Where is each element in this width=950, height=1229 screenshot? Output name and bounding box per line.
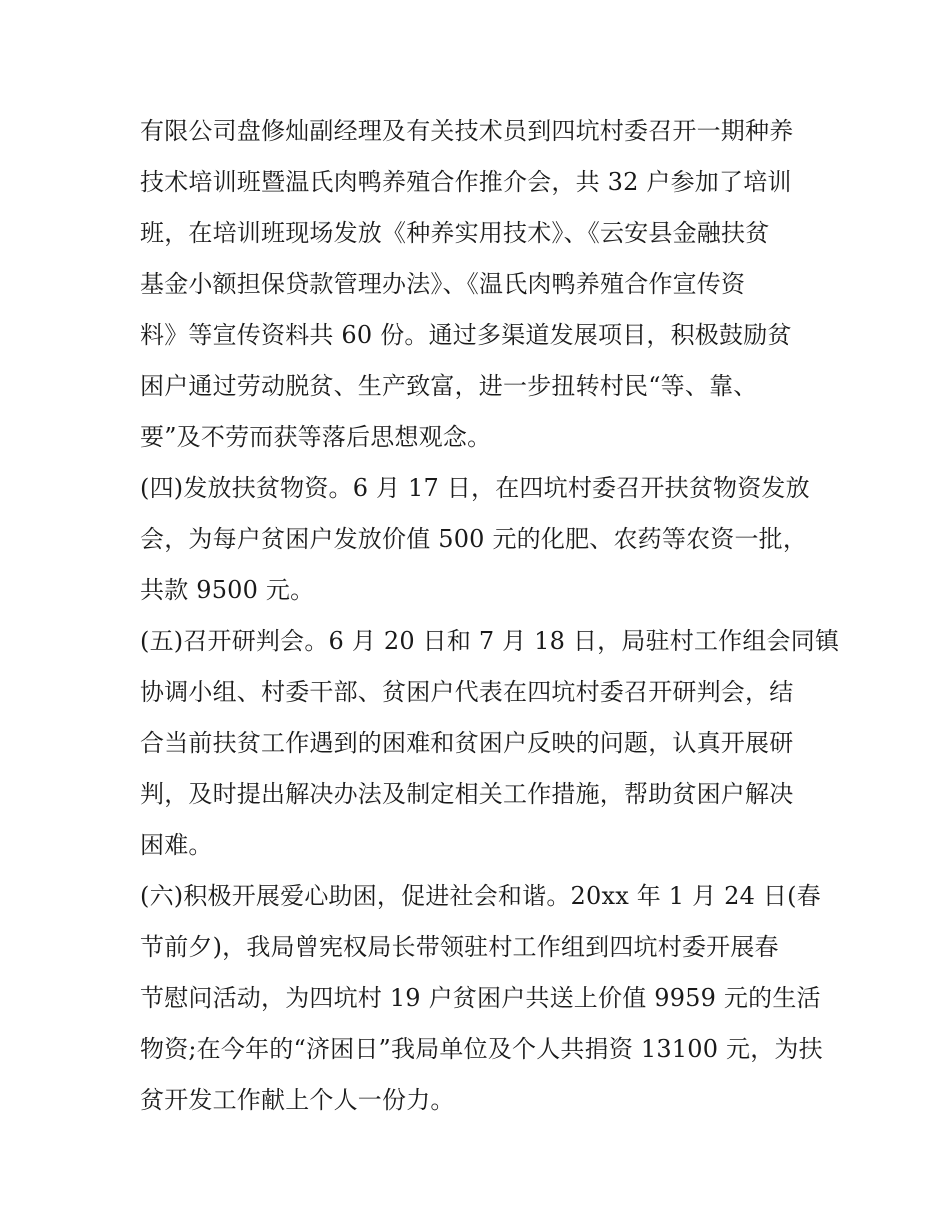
text-line: 要”及不劳而获等落后思想观念。 [140, 423, 492, 451]
text-line: 会，为每户贫困户发放价值 500 元的化肥、农药等农资一批， [140, 525, 808, 553]
text-line: 共款 9500 元。 [140, 576, 315, 604]
text-line: 贫开发工作献上个人一份力。 [140, 1086, 455, 1114]
text-line: 合当前扶贫工作遇到的困难和贫困户反映的问题，认真开展研 [140, 729, 794, 757]
section-heading-6: (六)积极开展爱心助困，促进社会和谐。20xx 年 1 月 24 日(春 [140, 882, 821, 910]
section-heading-5: (五)召开研判会。6 月 20 日和 7 月 18 日，局驻村工作组会同镇 [140, 627, 840, 655]
text-line: 协调小组、村委干部、贫困户代表在四坑村委召开研判会，结 [140, 678, 794, 706]
text-line: 有限公司盘修灿副经理及有关技术员到四坑村委召开一期种养 [140, 117, 794, 145]
document-body [140, 106, 840, 1126]
text-line: 技术培训班暨温氏肉鸭养殖合作推介会，共 32 户参加了培训 [140, 168, 792, 196]
text-line: 节慰问活动，为四坑村 19 户贫困户共送上价值 9959 元的生活 [140, 984, 821, 1012]
text-line: 基金小额担保贷款管理办法》、《温氏肉鸭养殖合作宣传资 [140, 270, 746, 298]
text-line: 困难。 [140, 831, 213, 859]
text-line: 料》等宣传资料共 60 份。通过多渠道发展项目，积极鼓励贫 [140, 321, 792, 349]
text-line: 节前夕)，我局曾宪权局长带领驻村工作组到四坑村委开展春 [140, 933, 779, 961]
text-line: 判，及时提出解决办法及制定相关工作措施，帮助贫困户解决 [140, 780, 794, 808]
text-line: 班，在培训班现场发放《种养实用技术》、《云安县金融扶贫 [140, 219, 770, 247]
text-line: 困户通过劳动脱贫、生产致富，进一步扭转村民“等、靠、 [140, 372, 758, 400]
section-heading-4: (四)发放扶贫物资。6 月 17 日，在四坑村委召开扶贫物资发放 [140, 474, 810, 502]
text-line: 物资;在今年的“济困日”我局单位及个人共捐资 13100 元，为扶 [140, 1035, 823, 1063]
